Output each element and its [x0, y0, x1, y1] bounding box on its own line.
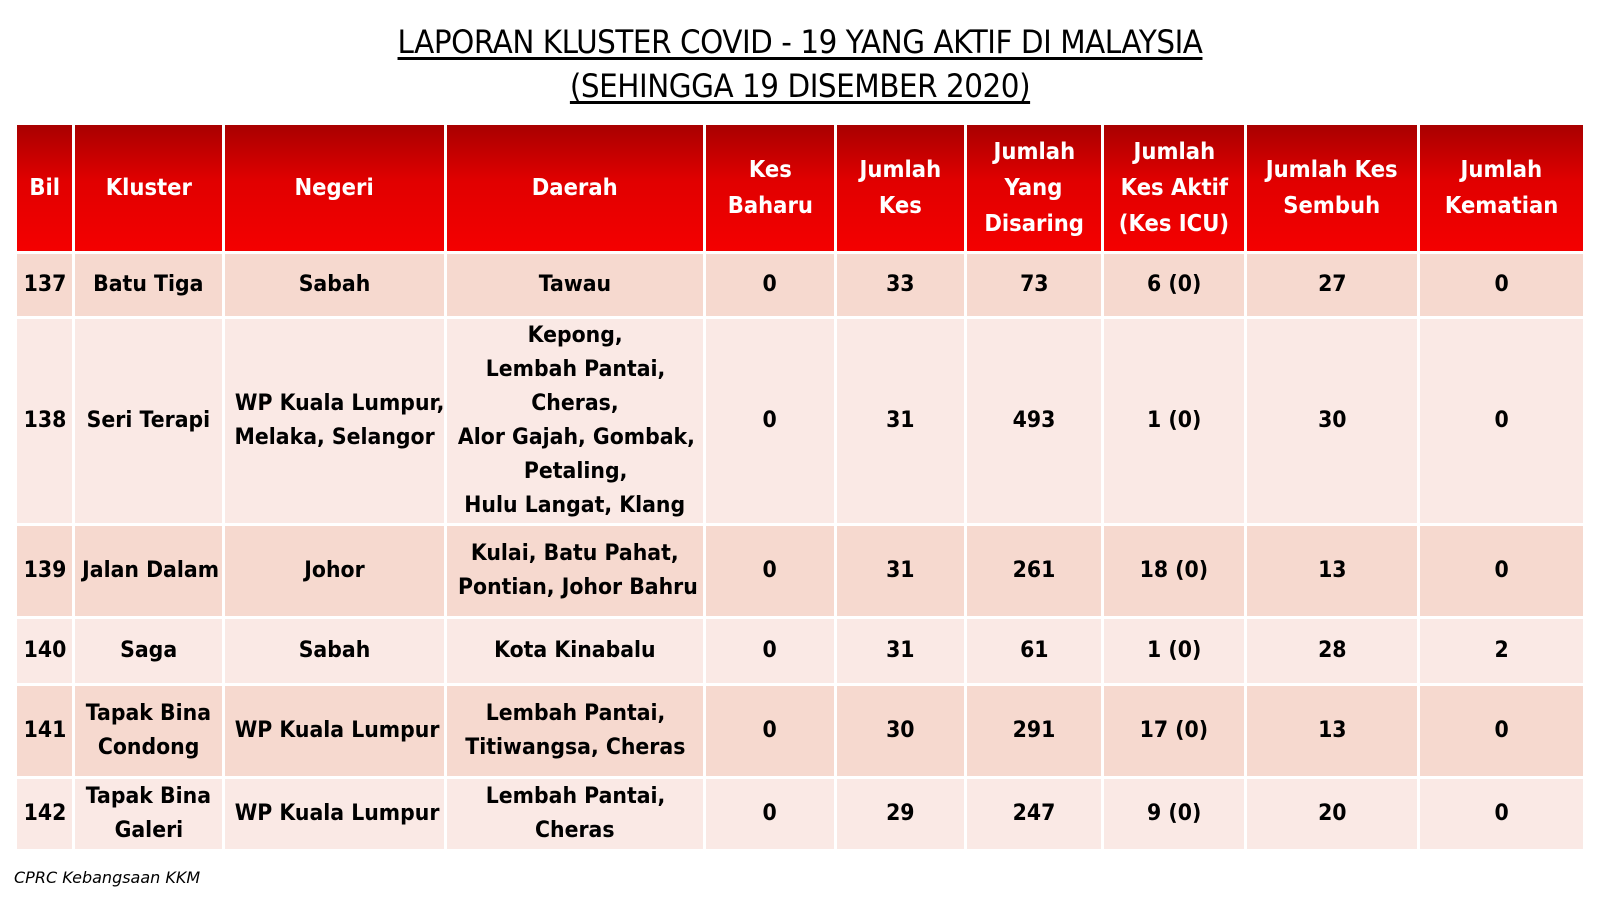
negeri-cell	[225, 526, 444, 616]
header-label: Negeri	[294, 175, 375, 201]
table-row	[17, 254, 1583, 316]
jumlah-disaring-cell	[967, 319, 1101, 523]
cell-value: 61	[1019, 638, 1049, 663]
kes-aktif-cell	[1104, 619, 1245, 683]
cell-line: WP Kuala Lumpur,	[234, 391, 445, 416]
jumlah-kes-cell	[837, 319, 964, 523]
cell-value: 0	[762, 638, 778, 663]
table-row	[17, 319, 1583, 523]
negeri-cell	[225, 254, 444, 316]
daerah-cell	[447, 619, 703, 683]
cell-line: Kota Kinabalu	[494, 638, 656, 663]
cell-line: Galeri	[114, 818, 183, 843]
header-label: Bil	[29, 175, 60, 201]
cell-value: 0	[762, 272, 778, 297]
jumlah-disaring-cell	[967, 619, 1101, 683]
cell-line: Johor	[304, 558, 365, 583]
cell-value: 0	[762, 558, 778, 583]
cell-value: 291	[1012, 718, 1056, 743]
cell-value: 142	[23, 801, 66, 826]
cell-line: Petaling,	[523, 459, 627, 484]
cell-line: Saga	[119, 638, 177, 663]
cell-value: 137	[23, 272, 66, 297]
kluster-cell	[75, 779, 222, 849]
table-header-row	[17, 125, 1583, 251]
cell-value: 30	[1317, 408, 1347, 433]
header-label: Jumlah Kes	[1266, 157, 1399, 183]
cell-line: Lembah Pantai,	[485, 357, 665, 382]
cell-value: 0	[762, 801, 778, 826]
cell-value: 139	[23, 558, 66, 583]
kes-aktif-cell	[1104, 686, 1245, 776]
daerah-cell	[447, 526, 703, 616]
title-line-2: (SEHINGGA 19 DISEMBER 2020)	[569, 67, 1031, 105]
header-col-negeri	[225, 125, 444, 251]
cell-value: 31	[886, 638, 915, 663]
cell-value: 0	[762, 408, 778, 433]
kluster-cell	[75, 619, 222, 683]
sembuh-cell	[1247, 686, 1416, 776]
bil-cell	[17, 319, 72, 523]
table-row	[17, 619, 1583, 683]
table-row	[17, 686, 1583, 776]
cluster-table	[14, 122, 1586, 852]
cell-value: 13	[1317, 718, 1347, 743]
header-col-kluster	[75, 125, 222, 251]
cell-value: 30	[886, 718, 915, 743]
kluster-cell	[75, 254, 222, 316]
cell-value: 2	[1494, 638, 1509, 663]
cell-line: Cheras,	[531, 391, 619, 416]
cell-line: Sabah	[298, 272, 371, 297]
cell-line: Lembah Pantai,	[485, 784, 665, 809]
cell-line: Melaka, Selangor	[234, 425, 435, 450]
kes-baharu-cell	[706, 526, 833, 616]
cell-line: Alor Gajah, Gombak,	[458, 425, 696, 450]
header-label: Jumlah	[1460, 157, 1543, 183]
daerah-cell	[447, 779, 703, 849]
table-row	[17, 526, 1583, 616]
cell-value: 1 (0)	[1146, 638, 1202, 663]
source-credit: CPRC Kebangsaan KKM	[14, 868, 201, 887]
negeri-cell	[225, 686, 444, 776]
header-label: Jumlah	[993, 139, 1075, 165]
cell-line: Sabah	[298, 638, 371, 663]
cell-value: 141	[23, 718, 66, 743]
header-label: Kematian	[1444, 193, 1559, 219]
cell-value: 1 (0)	[1146, 408, 1202, 433]
header-col-daerah	[447, 125, 703, 251]
cell-value: 0	[1494, 801, 1509, 826]
cell-value: 140	[23, 638, 66, 663]
header-col-jumlah-disaring	[967, 125, 1101, 251]
table-row	[17, 779, 1583, 849]
header-col-sembuh	[1247, 125, 1416, 251]
cell-value: 27	[1317, 272, 1347, 297]
daerah-cell	[447, 686, 703, 776]
kes-baharu-cell	[706, 619, 833, 683]
kematian-cell	[1420, 619, 1583, 683]
cell-line: WP Kuala Lumpur	[234, 801, 440, 826]
report-title	[0, 20, 1600, 108]
kes-aktif-cell	[1104, 254, 1245, 316]
jumlah-disaring-cell	[967, 526, 1101, 616]
kematian-cell	[1420, 686, 1583, 776]
jumlah-kes-cell	[837, 526, 964, 616]
cell-line: Tawau	[538, 272, 612, 297]
header-col-bil	[17, 125, 72, 251]
header-label: Baharu	[727, 193, 813, 219]
sembuh-cell	[1247, 619, 1416, 683]
kes-aktif-cell	[1104, 779, 1245, 849]
header-label: Disaring	[984, 211, 1084, 237]
bil-cell	[17, 619, 72, 683]
cell-line: Tapak Bina	[85, 784, 212, 809]
cell-line: Kulai, Batu Pahat,	[471, 541, 680, 566]
daerah-cell	[447, 319, 703, 523]
cell-value: 31	[886, 408, 915, 433]
header-label: Jumlah	[859, 157, 942, 183]
cell-line: Jalan Dalam	[82, 558, 220, 583]
kluster-cell	[75, 526, 222, 616]
kluster-cell	[75, 319, 222, 523]
jumlah-kes-cell	[837, 779, 964, 849]
kematian-cell	[1420, 254, 1583, 316]
cell-value: 0	[1494, 718, 1509, 743]
header-label: Yang	[1005, 175, 1063, 201]
header-col-kematian	[1420, 125, 1583, 251]
title-line-1: LAPORAN KLUSTER COVID - 19 YANG AKTIF DI MALAYSIA	[397, 23, 1203, 61]
cell-value: 138	[23, 408, 66, 433]
cell-value: 29	[886, 801, 915, 826]
cell-value: 20	[1317, 801, 1347, 826]
sembuh-cell	[1247, 526, 1416, 616]
cell-line: Titiwangsa, Cheras	[465, 735, 686, 760]
cell-line: Seri Terapi	[86, 408, 211, 433]
cell-value: 13	[1317, 558, 1347, 583]
negeri-cell	[225, 319, 444, 523]
kes-baharu-cell	[706, 779, 833, 849]
cell-value: 31	[886, 558, 915, 583]
cell-value: 28	[1317, 638, 1347, 663]
negeri-cell	[225, 779, 444, 849]
cell-line: Batu Tiga	[93, 272, 204, 297]
bil-cell	[17, 526, 72, 616]
daerah-cell	[447, 254, 703, 316]
cell-value: 17 (0)	[1139, 718, 1209, 743]
cell-line: Cheras	[535, 818, 615, 843]
cell-value: 0	[762, 718, 778, 743]
sembuh-cell	[1247, 779, 1416, 849]
kematian-cell	[1420, 779, 1583, 849]
kematian-cell	[1420, 319, 1583, 523]
kes-baharu-cell	[706, 319, 833, 523]
cell-value: 18 (0)	[1139, 558, 1209, 583]
header-label: Kes Aktif	[1120, 175, 1228, 201]
cell-line: WP Kuala Lumpur	[234, 718, 440, 743]
cell-value: 0	[1494, 272, 1509, 297]
cell-value: 9 (0)	[1146, 801, 1202, 826]
header-label: Jumlah	[1133, 139, 1215, 165]
kematian-cell	[1420, 526, 1583, 616]
cell-value: 73	[1019, 272, 1049, 297]
cell-value: 33	[886, 272, 915, 297]
header-label: Kes	[748, 157, 792, 183]
cell-line: Tapak Bina	[85, 701, 212, 726]
kes-aktif-cell	[1104, 319, 1245, 523]
header-label: (Kes ICU)	[1118, 211, 1230, 237]
cell-value: 0	[1494, 558, 1509, 583]
header-label: Kes	[878, 193, 922, 219]
cell-value: 0	[1494, 408, 1509, 433]
cell-value: 247	[1012, 801, 1056, 826]
jumlah-kes-cell	[837, 686, 964, 776]
jumlah-disaring-cell	[967, 686, 1101, 776]
bil-cell	[17, 254, 72, 316]
header-label: Kluster	[105, 175, 192, 201]
sembuh-cell	[1247, 319, 1416, 523]
header-col-kes-aktif	[1104, 125, 1245, 251]
jumlah-disaring-cell	[967, 254, 1101, 316]
bil-cell	[17, 779, 72, 849]
cluster-table-container	[14, 122, 1586, 852]
kluster-cell	[75, 686, 222, 776]
header-col-kes-baharu	[706, 125, 833, 251]
cell-line: Pontian, Johor Bahru	[458, 575, 699, 600]
table-body	[17, 254, 1583, 849]
jumlah-kes-cell	[837, 254, 964, 316]
cell-line: Condong	[97, 735, 200, 760]
cell-line: Lembah Pantai,	[485, 701, 665, 726]
cell-value: 261	[1012, 558, 1056, 583]
bil-cell	[17, 686, 72, 776]
header-label: Sembuh	[1283, 193, 1381, 219]
kes-baharu-cell	[706, 686, 833, 776]
cell-value: 6 (0)	[1146, 272, 1202, 297]
sembuh-cell	[1247, 254, 1416, 316]
kes-aktif-cell	[1104, 526, 1245, 616]
cell-value: 493	[1012, 408, 1056, 433]
header-col-jumlah-kes	[837, 125, 964, 251]
jumlah-kes-cell	[837, 619, 964, 683]
cell-line: Hulu Langat, Klang	[464, 493, 686, 518]
cell-line: Kepong,	[527, 323, 623, 348]
negeri-cell	[225, 619, 444, 683]
jumlah-disaring-cell	[967, 779, 1101, 849]
kes-baharu-cell	[706, 254, 833, 316]
header-label: Daerah	[532, 175, 619, 201]
